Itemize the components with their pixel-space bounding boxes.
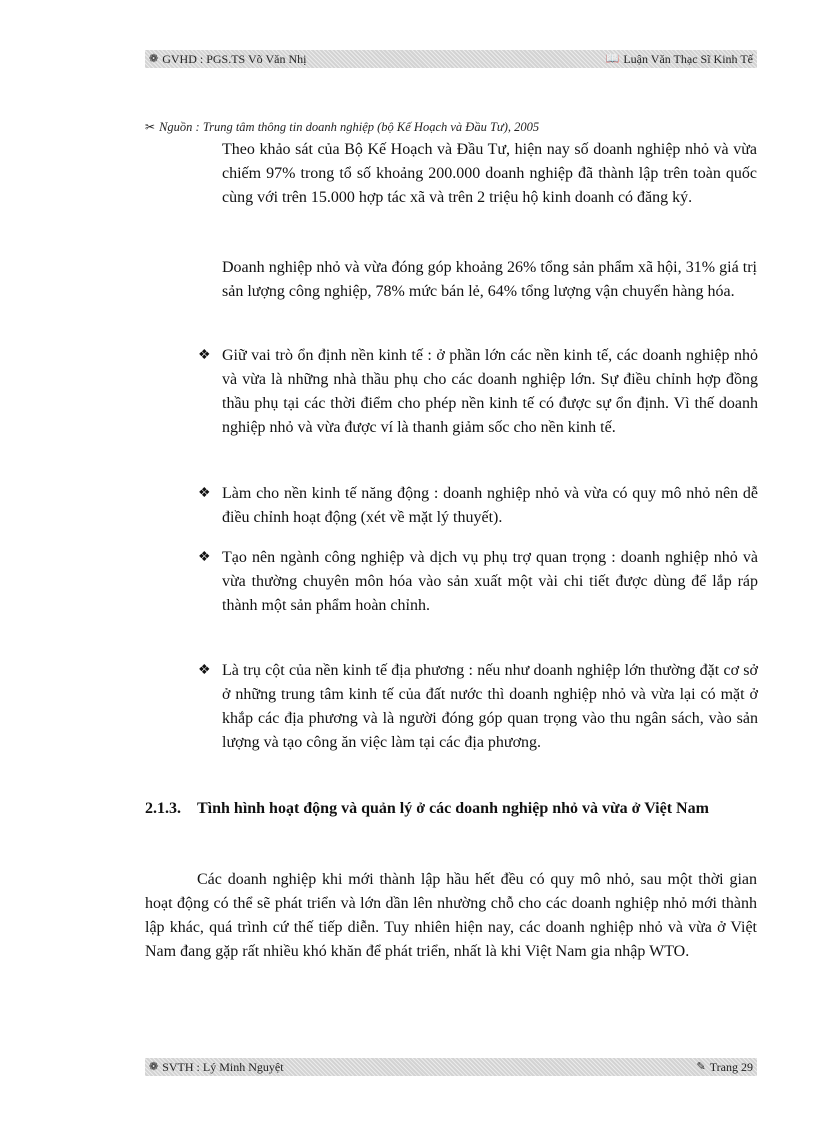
header-advisor: GVHD : PGS.TS Võ Văn Nhị bbox=[162, 52, 307, 66]
diamond-bullet-icon: ❖ bbox=[198, 348, 211, 363]
paragraph-contribution: Doanh nghiệp nhỏ và vừa đóng góp khoảng 26% tổng sản phẩm xã hội, 31% giá trị sản lượng công nghiệp, 78% mức bán lẻ, 64% tổng lượng vận chuyển hàng hóa. bbox=[222, 259, 757, 300]
paragraph-section-body: Các doanh nghiệp khi mới thành lập hầu hết đều có quy mô nhỏ, sau một thời gian hoạt động có thể sẽ phát triển và lớn dần lên nhường chỗ cho các doanh nghiệp nhỏ mới thành lập khác, quá trình cứ thế tiếp diễn. Tuy nhiên hiện nay, các doanh nghiệp nhỏ và vừa ở Việt Nam đang gặp rất nhiều khó khăn để phát triển, nhất là khi Việt Nam gia nhập WTO. bbox=[145, 871, 757, 960]
bullet-text: Làm cho nền kinh tế năng động : doanh nghiệp nhỏ và vừa có quy mô nhỏ nên dễ điều chỉnh hoạt động (xét về mặt lý thuyết). bbox=[222, 485, 758, 526]
bullet-text: Tạo nên ngành công nghiệp và dịch vụ phụ trợ quan trọng : doanh nghiệp nhỏ và vừa thường chuyên môn hóa vào sản xuất một vài chi tiết được dùng để lắp ráp thành một sản phẩm hoàn chỉnh. bbox=[222, 549, 758, 614]
paragraph-survey: Theo khảo sát của Bộ Kế Hoạch và Đầu Tư, hiện nay số doanh nghiệp nhỏ và vừa chiếm 97% trong tổ số khoảng 200.000 doanh nghiệp đã thành lập trên toàn quốc cùng với trên 15.000 hợp tác xã và trên 2 triệu hộ kinh doanh có đăng ký. bbox=[222, 141, 757, 206]
section-title: Tình hình hoạt động và quản lý ở các doanh nghiệp nhỏ và vừa ở Việt Nam bbox=[197, 800, 709, 817]
source-note bbox=[145, 120, 765, 135]
source-note-text: Nguồn : Trung tâm thông tin doanh nghiệp (bộ Kế Hoạch và Đầu Tư), 2005 bbox=[159, 120, 540, 134]
pencil-icon: ✎ bbox=[696, 1061, 706, 1073]
bullet-text: Giữ vai trò ổn định nền kinh tế : ở phần lớn các nền kinh tế, các doanh nghiệp nhỏ và vừa là những nhà thầu phụ cho các doanh nghiệp lớn. Sự điều chỉnh hợp đồng thầu phụ tại các thời điểm cho phép nền kinh tế có được sự ổn định. Vì thế doanh nghiệp nhỏ và vừa được ví là thanh giảm sốc cho nền kinh tế. bbox=[222, 347, 758, 436]
bullet-item bbox=[198, 482, 758, 530]
section-heading bbox=[145, 797, 757, 821]
page-header bbox=[145, 50, 757, 68]
bullet-item bbox=[198, 546, 758, 618]
diamond-bullet-icon: ❖ bbox=[198, 486, 211, 501]
footer-student: SVTH : Lý Minh Nguyệt bbox=[162, 1060, 284, 1074]
footer-page-number: Trang 29 bbox=[709, 1060, 753, 1074]
diamond-bullet-icon: ❖ bbox=[198, 663, 211, 678]
book-icon: 📖 bbox=[605, 53, 620, 65]
diamond-bullet-icon: ❖ bbox=[198, 550, 211, 565]
bullet-item bbox=[198, 344, 758, 440]
header-thesis-title: Luận Văn Thạc Sĩ Kinh Tế bbox=[623, 52, 753, 66]
section-number: 2.1.3. bbox=[145, 800, 181, 817]
flower-icon: ❁ bbox=[149, 53, 159, 65]
bullet-text: Là trụ cột của nền kinh tế địa phương : nếu như doanh nghiệp lớn thường đặt cơ sở ở những trung tâm kinh tế của đất nước thì doanh nghiệp nhỏ và vừa lại có mặt ở khắp các địa phương và là người đóng góp quan trọng vào thu ngân sách, vào sản lượng và tạo công ăn việc làm tại các địa phương. bbox=[222, 662, 758, 751]
bullet-item bbox=[198, 659, 758, 755]
page-footer bbox=[145, 1058, 757, 1076]
flower-icon: ❁ bbox=[149, 1061, 159, 1073]
scissors-icon: ✂ bbox=[145, 120, 156, 134]
